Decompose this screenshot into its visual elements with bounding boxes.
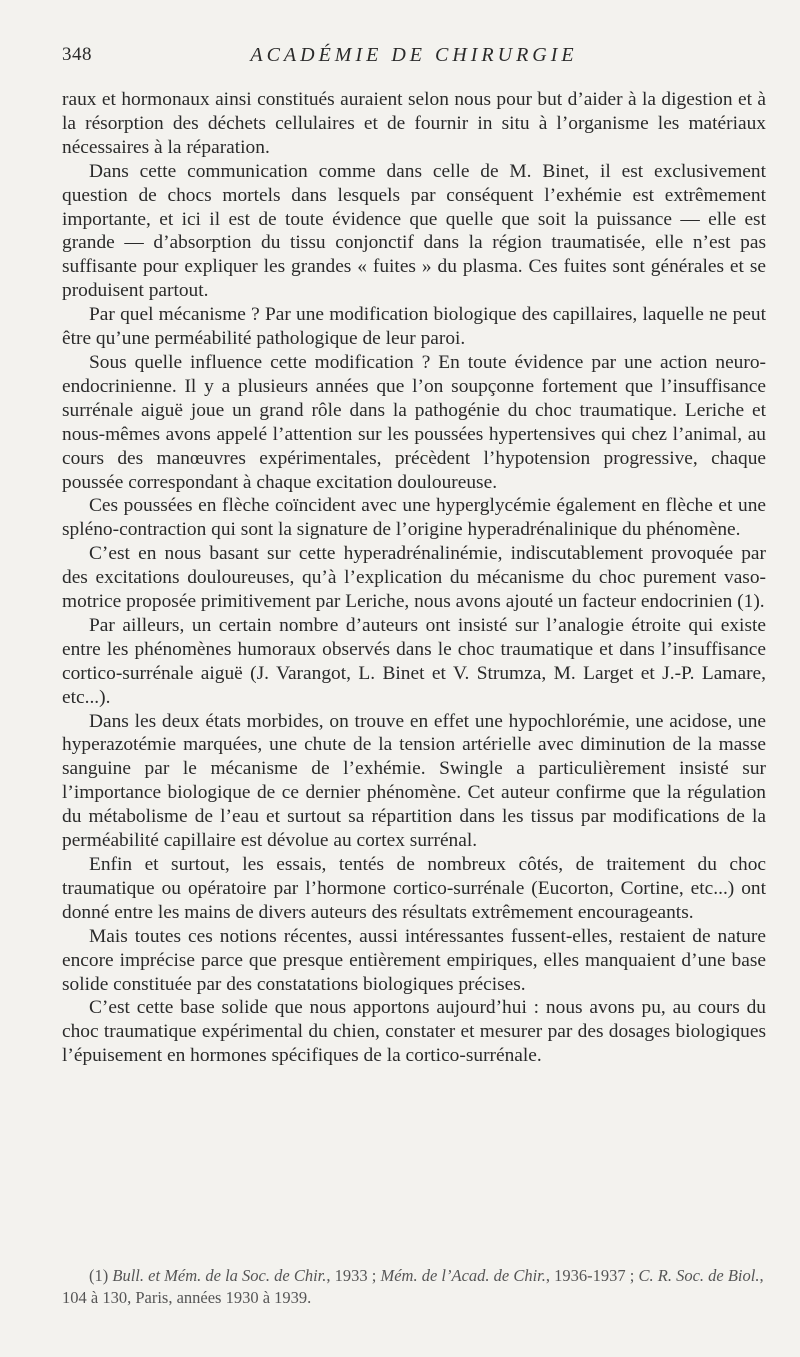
paragraph: C’est cette base solide que nous apportons aujourd’hui : nous avons pu, au cours du choc traumatique expérimental du chien, constater et mesurer par des dosages biologiques l’épuisement en hormones spécifiques de la cortico-surrénale. <box>62 997 766 1067</box>
footnote-ref: Mém. de l’Acad. de Chir. <box>380 1266 546 1285</box>
paragraph: Mais toutes ces notions récentes, aussi intéressantes fussent-elles, restaient de nature encore imprécise parce que presque entièrement empiriques, elles manquaient d’une base solide constituée par des constatations biologiques précises. <box>62 925 766 995</box>
footnote-marker: (1) <box>89 1266 109 1285</box>
body-text <box>62 88 766 1068</box>
running-head: ACADÉMIE DE CHIRURGIE <box>250 44 578 66</box>
paragraph: Sous quelle influence cette modification ? En toute évidence par une action neuro-endocrinienne. Il y a plusieurs années que l’on soupçonne fortement que l’insuffisance surrénale aiguë joue un grand rôle dans la pathogénie du choc traumatique. Leriche et nous-mêmes avons appelé l’attention sur les poussées hypertensives qui chez l’animal, au cours des manœuvres expérimentales, précèdent l’hypotension progressive, chaque poussée correspondant à chaque excitation douloureuse. <box>62 351 766 493</box>
footnote-ref: Bull. et Mém. de la Soc. de Chir. <box>112 1266 327 1285</box>
footnote-text <box>62 1265 766 1308</box>
paragraph: C’est en nous basant sur cette hyperadrénalinémie, indiscutablement provoquée par des excitations douloureuses, qu’à l’explication du mécanisme du choc purement vaso-motrice proposée primitivement par Leriche, nous avons ajouté un facteur endocrinien (1). <box>62 543 766 613</box>
footnote-year: , 1936-1937 ; <box>545 1266 635 1285</box>
paragraph: Dans les deux états morbides, on trouve en effet une hypochlorémie, une acidose, une hyperazotémie marquées, une chute de la tension artérielle avec diminution de la masse sanguine par le mécanisme de l’exhémie. Swingle a particulièrement insisté sur l’importance biologique de ce dernier phénomène. Cet auteur confirme que la régulation du métabolisme de l’eau et surtout sa répartition dans les tissus par modifications de la perméabilité capillaire est dévolue au cortex surrénal. <box>62 710 766 852</box>
footnote-ref: C. R. Soc. de Biol. <box>638 1266 760 1285</box>
paragraph: Dans cette communication comme dans celle de M. Binet, il est exclusivement question de chocs mortels dans lesquels par conséquent l’exhémie est extrêmement importante, et ici il est de toute évidence que quelle que soit la puissance — elle est grande — d’absorption du tissu conjonctif dans la région traumatisée, elle n’est pas suffisante pour expliquer les grandes « fuites » du plasma. Ces fuites sont générales et se produisent partout. <box>62 160 766 302</box>
page-number: 348 <box>62 44 92 65</box>
footnote <box>62 1265 766 1308</box>
paragraph: Enfin et surtout, les essais, tentés de nombreux côtés, de traitement du choc traumatique ou opératoire par l’hormone cortico-surrénale (Eucorton, Cortine, etc...) ont donné entre les mains de divers auteurs des résultats extrêmement encourageants. <box>62 854 766 923</box>
paragraph: Par ailleurs, un certain nombre d’auteurs ont insisté sur l’analogie étroite qui existe entre les phénomènes humoraux observés dans le choc traumatique et dans l’insuffisance cortico-surrénale aiguë (J. Varangot, L. Binet et V. Strumza, M. Larget et J.-P. Lamare, etc...). <box>62 614 766 708</box>
paragraph: raux et hormonaux ainsi constitués auraient selon nous pour but d’aider à la digestion et à la résorption des déchets cellulaires et de fournir in situ à l’organisme les matériaux nécessaires à la réparation. <box>62 89 766 158</box>
page-header <box>62 44 766 72</box>
footnote-rest: , 104 à 130, Paris, années 1930 à 1939. <box>62 1266 764 1307</box>
paragraph: Par quel mécanisme ? Par une modification biologique des capillaires, laquelle ne peut être qu’une perméabilité pathologique de leur paroi. <box>62 304 766 350</box>
footnote-year: , 1933 ; <box>326 1266 381 1285</box>
paragraph: Ces poussées en flèche coïncident avec une hyperglycémie également en flèche et une spléno-contraction qui sont la signature de l’origine hyperadrénalinique du phénomène. <box>62 495 766 541</box>
